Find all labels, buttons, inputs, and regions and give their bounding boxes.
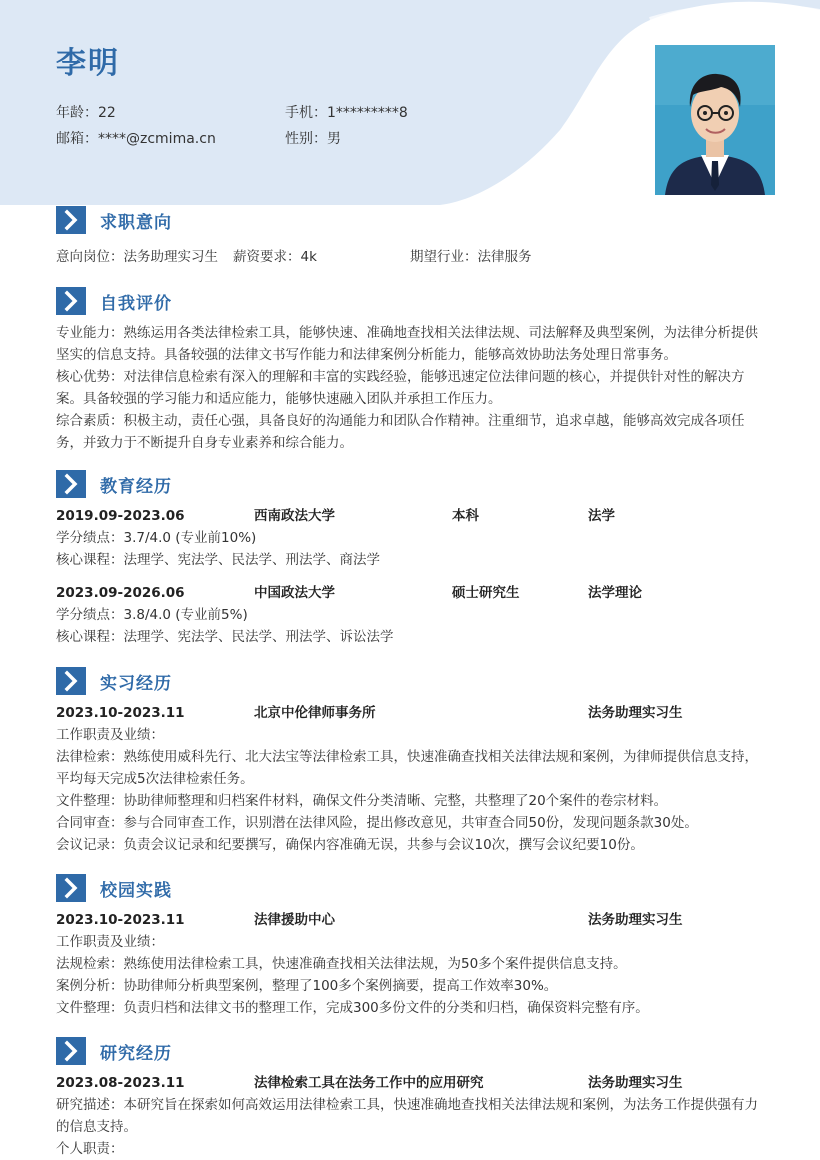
internship-line: 会议记录：负责会议记录和纪要撰写，确保内容准确无误，共参与会议10次，撰写会议纪要10份。	[56, 837, 644, 853]
education-degree: 硕士研究生	[452, 585, 520, 601]
education-item	[56, 505, 776, 571]
research-line: 个人职责：	[56, 1141, 124, 1157]
age-label: 年龄：	[56, 105, 98, 121]
campus-row	[56, 909, 776, 931]
email-info	[56, 128, 216, 148]
section-header	[56, 470, 776, 498]
internship-line: 工作职责及业绩：	[56, 727, 164, 743]
intent-industry: 期望行业：法律服务	[410, 249, 532, 265]
gender-info	[285, 128, 341, 148]
section-title: 教育经历	[100, 477, 172, 497]
education-row	[56, 505, 776, 527]
internship-line: 合同审查：参与合同审查工作，识别潜在法律风险，提出修改意见，共审查合同50份，发现问题条款30处。	[56, 815, 698, 831]
education-item	[56, 582, 776, 648]
phone-label: 手机：	[285, 105, 327, 121]
education-period: 2023.09-2026.06	[56, 585, 185, 601]
section-title: 自我评价	[100, 294, 172, 314]
section-title: 研究经历	[100, 1044, 172, 1064]
education-major: 法学	[588, 508, 615, 524]
avatar-photo	[655, 45, 775, 195]
section-title: 求职意向	[100, 213, 172, 233]
section-header	[56, 667, 768, 695]
education-gpa: 学分绩点：3.8/4.0 (专业前5%)	[56, 607, 248, 623]
self-eval-paragraph: 专业能力：熟练运用各类法律检索工具，能够快速、准确地查找相关法律法规、司法解释及典型案例，为法律分析提供坚实的信息支持。具备较强的法律文书写作能力和法律案例分析能力，能够高效协助法务处理日常事务。	[56, 325, 758, 363]
section-header	[56, 206, 776, 234]
campus-line: 工作职责及业绩：	[56, 934, 164, 950]
phone-value: 1*********8	[327, 105, 408, 121]
education-school: 中国政法大学	[254, 585, 335, 601]
section-education	[56, 470, 776, 648]
chevron-right-icon	[56, 287, 86, 315]
education-major: 法学理论	[588, 585, 642, 601]
gender-label: 性别：	[285, 131, 327, 147]
research-period: 2023.08-2023.11	[56, 1075, 185, 1091]
section-campus-practice	[56, 874, 776, 1019]
chevron-right-icon	[56, 1037, 86, 1065]
campus-org: 法律援助中心	[254, 912, 335, 928]
section-self-evaluation	[56, 287, 768, 454]
research-row	[56, 1072, 768, 1094]
intent-row	[56, 246, 776, 268]
candidate-name: 李明	[56, 46, 120, 81]
campus-line: 案例分析：协助律师分析典型案例，整理了100多个案例摘要，提高工作效率30%。	[56, 978, 558, 994]
gender-value: 男	[327, 131, 341, 147]
internship-org: 北京中伦律师事务所	[254, 705, 376, 721]
education-school: 西南政法大学	[254, 508, 335, 524]
campus-line: 文件整理：负责归档和法律文书的整理工作，完成300多份文件的分类和归档，确保资料完整有序。	[56, 1000, 649, 1016]
research-line: 研究描述：本研究旨在探索如何高效运用法律检索工具，快速准确地查找相关法律法规和案例，为法务工作提供强有力的信息支持。	[56, 1097, 758, 1135]
section-research	[56, 1037, 768, 1160]
internship-line: 文件整理：协助律师整理和归档案件材料，确保文件分类清晰、完整，共整理了20个案件的卷宗材料。	[56, 793, 668, 809]
campus-line: 法规检索：熟练使用法律检索工具，快速准确查找相关法律法规，为50多个案件提供信息支持。	[56, 956, 627, 972]
phone-info	[285, 102, 408, 122]
research-topic: 法律检索工具在法务工作中的应用研究	[254, 1075, 484, 1091]
chevron-right-icon	[56, 470, 86, 498]
education-period: 2019.09-2023.06	[56, 508, 185, 524]
campus-role: 法务助理实习生	[588, 912, 683, 928]
section-title: 实习经历	[100, 674, 172, 694]
internship-period: 2023.10-2023.11	[56, 705, 185, 721]
education-courses: 核心课程：法理学、宪法学、民法学、刑法学、诉讼法学	[56, 629, 394, 645]
education-degree: 本科	[452, 508, 479, 524]
age-info	[56, 102, 116, 122]
education-row	[56, 582, 776, 604]
section-header	[56, 1037, 768, 1065]
section-job-intent	[56, 206, 776, 268]
intent-salary: 薪资要求：4k	[233, 249, 317, 265]
section-header	[56, 874, 776, 902]
internship-role: 法务助理实习生	[588, 705, 683, 721]
age-value: 22	[98, 105, 116, 121]
section-header	[56, 287, 768, 315]
internship-line: 法律检索：熟练使用威科先行、北大法宝等法律检索工具，快速准确查找相关法律法规和案例，为律师提供信息支持，平均每天完成5次法律检索任务。	[56, 749, 758, 787]
internship-row	[56, 702, 768, 724]
chevron-right-icon	[56, 874, 86, 902]
chevron-right-icon	[56, 667, 86, 695]
intent-position: 意向岗位：法务助理实习生	[56, 249, 218, 265]
section-internship	[56, 667, 768, 856]
self-eval-paragraph: 核心优势：对法律信息检索有深入的理解和丰富的实践经验，能够迅速定位法律问题的核心，并提供针对性的解决方案。具备较强的学习能力和适应能力，能够快速融入团队并承担工作压力。	[56, 369, 745, 407]
campus-period: 2023.10-2023.11	[56, 912, 185, 928]
education-gpa: 学分绩点：3.7/4.0 (专业前10%)	[56, 530, 257, 546]
section-title: 校园实践	[100, 881, 172, 901]
education-courses: 核心课程：法理学、宪法学、民法学、刑法学、商法学	[56, 552, 380, 568]
email-label: 邮箱：	[56, 131, 98, 147]
chevron-right-icon	[56, 206, 86, 234]
email-value: ****@zcmima.cn	[98, 131, 216, 147]
self-eval-paragraph: 综合素质：积极主动，责任心强，具备良好的沟通能力和团队合作精神。注重细节，追求卓越，能够高效完成各项任务，并致力于不断提升自身专业素养和综合能力。	[56, 413, 745, 451]
research-role: 法务助理实习生	[588, 1075, 683, 1091]
